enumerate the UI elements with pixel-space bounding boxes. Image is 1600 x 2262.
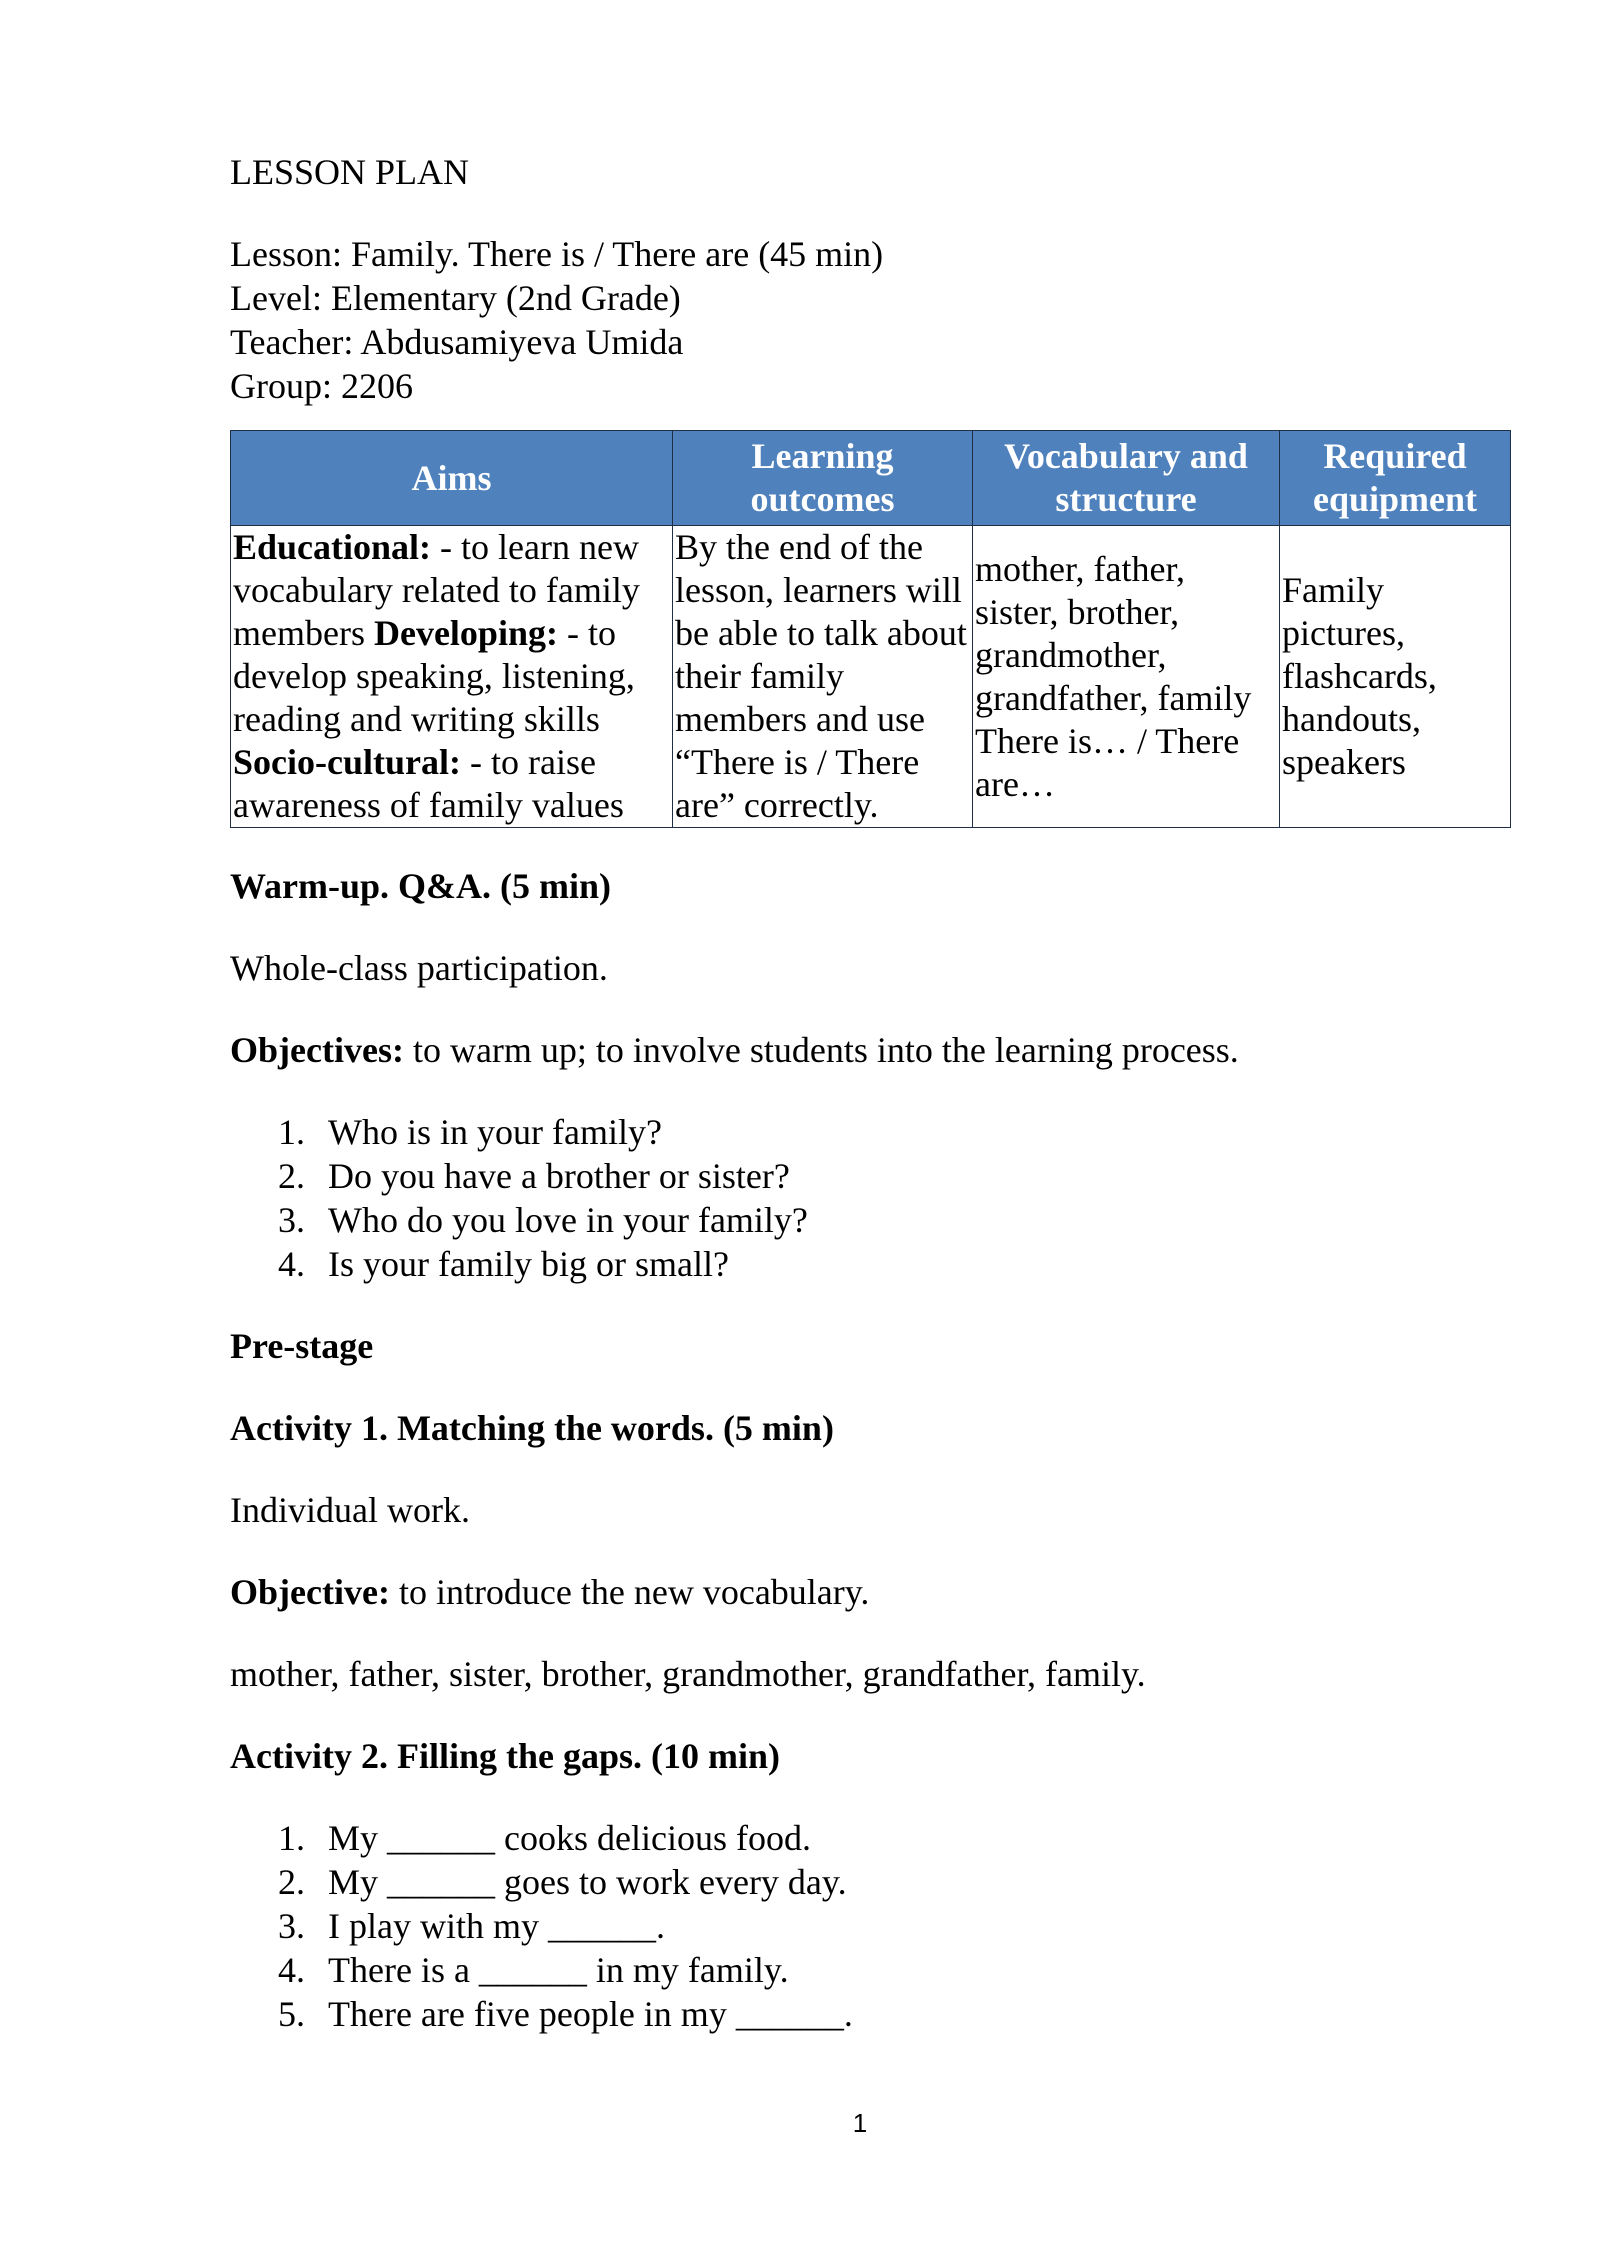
table-row xyxy=(231,526,1511,828)
cell-aims xyxy=(231,526,673,828)
meta-group: Group: 2206 xyxy=(230,366,413,406)
list-item: 1. Who is in your family? xyxy=(278,1112,662,1152)
cell-learning-outcomes: By the end of the lesson, learners will be able to talk about their family members and use “There is / There are” correctly. xyxy=(673,526,973,828)
lesson-meta xyxy=(230,232,1510,408)
warmup-objectives-text: to warm up; to involve students into the learning process. xyxy=(403,1030,1239,1070)
activity2-gap-list xyxy=(230,1816,1510,2036)
aims-sociocultural-text: - to raise awareness of family values xyxy=(233,742,624,825)
warmup-questions-list xyxy=(230,1110,1510,1286)
warmup-objectives xyxy=(230,1028,1510,1072)
aims-developing-text: - to develop speaking, listening, reading and writing skills xyxy=(233,613,635,739)
aims-educational-text: - to learn new vocabulary related to family members xyxy=(233,527,640,653)
activity2-heading: Activity 2. Filling the gaps. (10 min) xyxy=(230,1736,780,1776)
list-item: 2. My ______ goes to work every day. xyxy=(278,1862,847,1902)
list-item: 4. There is a ______ in my family. xyxy=(278,1950,789,1990)
list-item: 5. There are five people in my ______. xyxy=(278,1994,853,2034)
header-learning-outcomes: Learning outcomes xyxy=(673,431,973,526)
cell-equipment: Family pictures, flashcards, handouts, speakers xyxy=(1280,526,1511,828)
meta-teacher: Teacher: Abdusamiyeva Umida xyxy=(230,322,684,362)
list-item: 2. Do you have a brother or sister? xyxy=(278,1156,790,1196)
table-header-row xyxy=(231,431,1511,526)
document-page xyxy=(230,150,1510,2036)
list-item: 1. My ______ cooks delicious food. xyxy=(278,1818,811,1858)
meta-level: Level: Elementary (2nd Grade) xyxy=(230,278,681,318)
cell-vocabulary: mother, father, sister, brother, grandmother, grandfather, family There is… / There are… xyxy=(973,526,1280,828)
page-number: 1 xyxy=(852,2108,868,2138)
header-equipment: Required equipment xyxy=(1280,431,1511,526)
aims-developing-label: Developing: xyxy=(373,613,558,653)
list-item: 3. I play with my ______. xyxy=(278,1906,665,1946)
aims-sociocultural-label: Socio-cultural: xyxy=(233,742,461,782)
activity1-mode: Individual work. xyxy=(230,1490,470,1530)
warmup-objectives-label: Objectives: xyxy=(230,1030,404,1070)
activity1-words: mother, father, sister, brother, grandmother, grandfather, family. xyxy=(230,1654,1146,1694)
list-item: 4. Is your family big or small? xyxy=(278,1244,729,1284)
meta-lesson: Lesson: Family. There is / There are (45 min) xyxy=(230,234,884,274)
activity1-objective-text: to introduce the new vocabulary. xyxy=(389,1572,870,1612)
header-aims: Aims xyxy=(231,431,673,526)
activity1-objective-label: Objective: xyxy=(230,1572,390,1612)
list-item: 3. Who do you love in your family? xyxy=(278,1200,808,1240)
lesson-plan-table xyxy=(230,430,1511,828)
document-title: LESSON PLAN xyxy=(230,152,470,192)
aims-educational-label: Educational: xyxy=(233,527,432,567)
header-vocabulary: Vocabulary and structure xyxy=(973,431,1280,526)
warmup-mode: Whole-class participation. xyxy=(230,948,608,988)
activity1-objective xyxy=(230,1570,1510,1614)
prestage-heading: Pre-stage xyxy=(230,1326,374,1366)
warmup-heading: Warm-up. Q&A. (5 min) xyxy=(230,866,611,906)
activity1-heading: Activity 1. Matching the words. (5 min) xyxy=(230,1408,834,1448)
